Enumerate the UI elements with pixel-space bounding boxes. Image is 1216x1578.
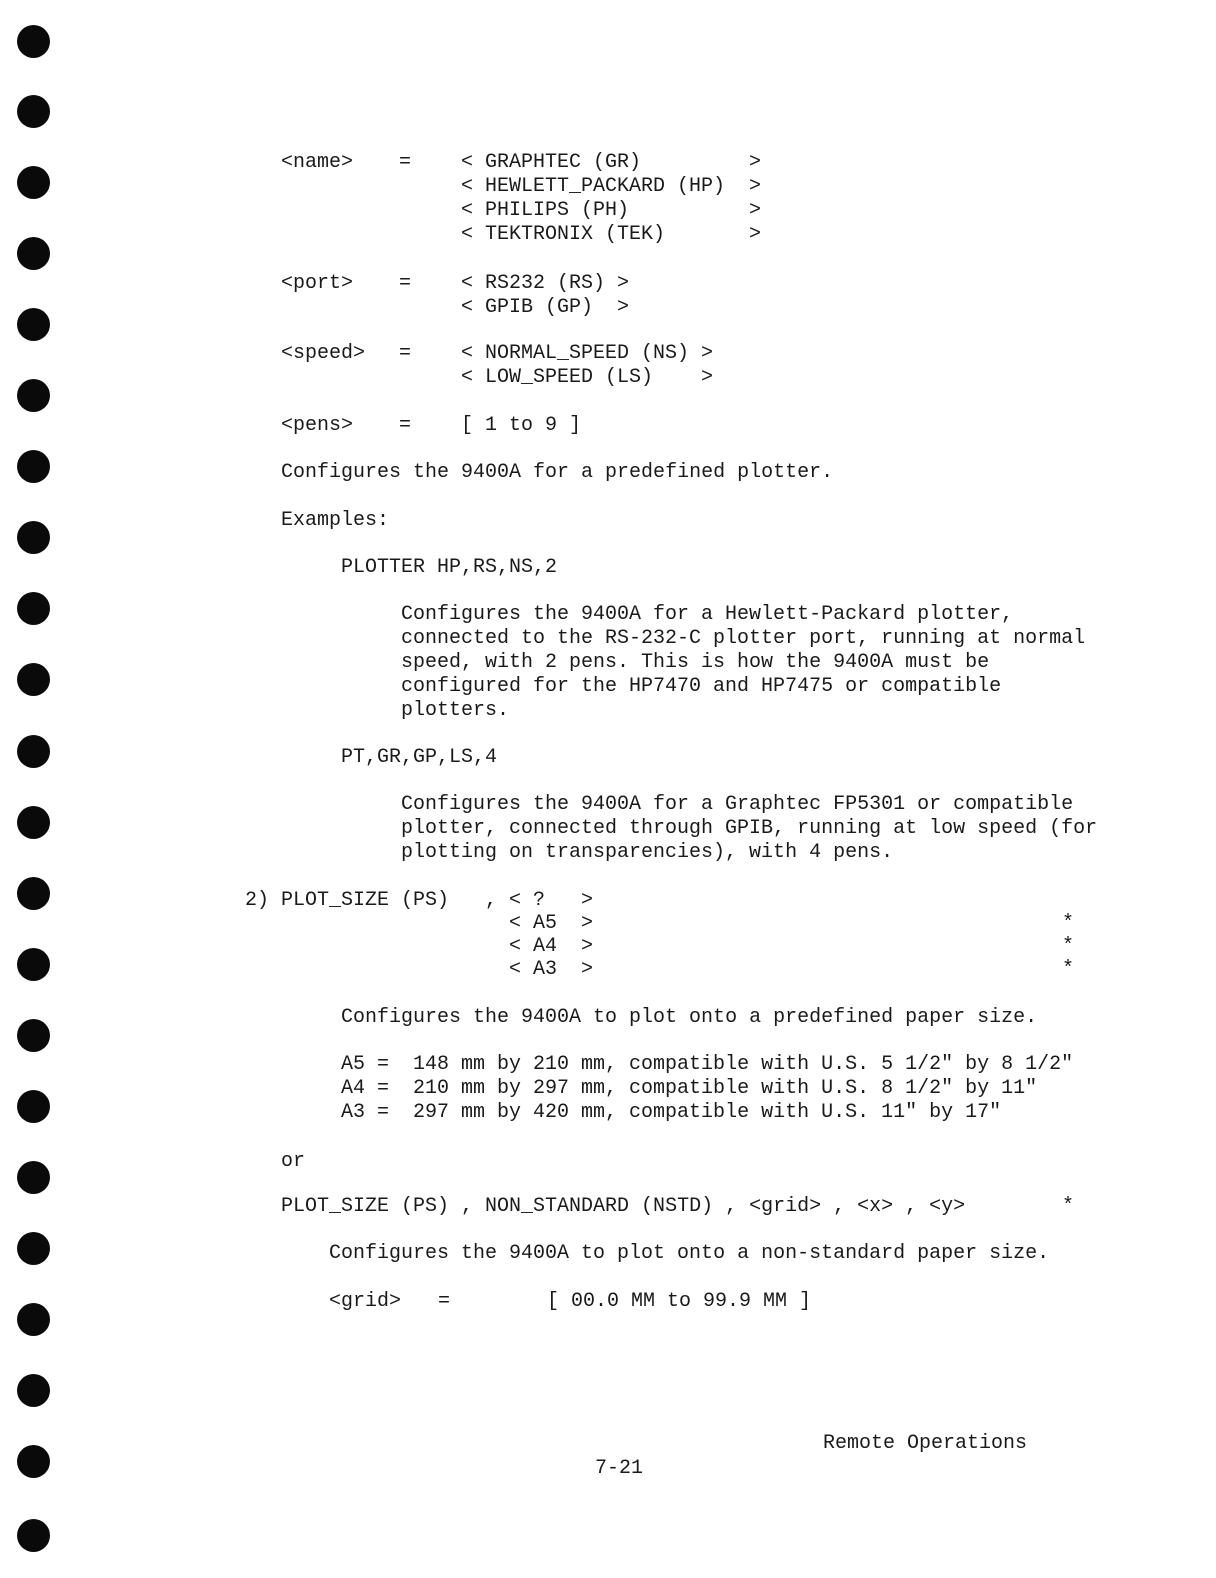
binder-hole (17, 166, 50, 199)
binder-hole (17, 379, 50, 412)
nonstandard-command: PLOT_SIZE (PS) , NON_STANDARD (NSTD) , <grid> , <x> , <y> (281, 1195, 966, 1218)
size-option: < A4 > (509, 935, 594, 958)
footnote-star: * (1062, 935, 1075, 958)
equals-sign: = (399, 342, 412, 365)
paper-size-row: A4 = 210 mm by 297 mm, compatible with U.S. 8 1/2" by 11" (341, 1077, 1038, 1100)
param-label: <speed> (281, 342, 366, 365)
speed-option: < NORMAL_SPEED (NS) > (461, 342, 714, 365)
examples-heading: Examples: (281, 509, 390, 532)
grid-range: [ 00.0 MM to 99.9 MM ] (547, 1290, 812, 1313)
binder-hole (17, 1519, 50, 1552)
description-line: plotters. (401, 699, 510, 722)
option-open: < (461, 199, 474, 222)
paper-size-row: A3 = 297 mm by 420 mm, compatible with U.S. 11" by 17" (341, 1101, 1002, 1124)
nonstandard-description: Configures the 9400A to plot onto a non-standard paper size. (329, 1242, 1050, 1265)
binder-hole (17, 806, 50, 839)
footnote-star: * (1062, 1195, 1075, 1218)
command-name: PLOT_SIZE (PS) (281, 889, 450, 912)
binder-hole (17, 450, 50, 483)
binder-hole (17, 521, 50, 554)
binder-hole (17, 1232, 50, 1265)
equals-sign: = (399, 272, 412, 295)
plotter-option: HEWLETT_PACKARD (HP) (485, 175, 726, 198)
binder-hole (17, 592, 50, 625)
plotter-option: GRAPHTEC (GR) (485, 151, 642, 174)
binder-hole (17, 1303, 50, 1336)
description-line: Configures the 9400A for a Hewlett-Packard plotter, (401, 603, 1014, 626)
plotter-description: Configures the 9400A for a predefined plotter. (281, 461, 834, 484)
option-close: > (749, 223, 762, 246)
binder-hole (17, 1445, 50, 1478)
binder-hole (17, 948, 50, 981)
plotter-option: PHILIPS (PH) (485, 199, 630, 222)
comma: , (485, 889, 498, 912)
binder-hole (17, 877, 50, 910)
page-number: 7-21 (595, 1457, 644, 1480)
example-command: PT,GR,GP,LS,4 (341, 746, 498, 769)
footnote-star: * (1062, 958, 1075, 981)
option-close: > (749, 151, 762, 174)
description-line: speed, with 2 pens. This is how the 9400A must be (401, 651, 990, 674)
binder-hole (17, 1161, 50, 1194)
binder-hole (17, 1019, 50, 1052)
pens-range: [ 1 to 9 ] (461, 414, 582, 437)
binder-hole (17, 95, 50, 128)
size-option: < A5 > (509, 912, 594, 935)
binder-hole (17, 735, 50, 768)
option-open: < (461, 223, 474, 246)
plotter-option: TEKTRONIX (TEK) (485, 223, 666, 246)
description-line: Configures the 9400A for a Graphtec FP5301 or compatible (401, 793, 1074, 816)
binder-hole (17, 1090, 50, 1123)
option-close: > (749, 175, 762, 198)
speed-option: < LOW_SPEED (LS) > (461, 366, 714, 389)
param-label: <pens> (281, 414, 354, 437)
size-option: < A3 > (509, 958, 594, 981)
footer-section-title: Remote Operations (823, 1432, 1028, 1455)
footnote-star: * (1062, 912, 1075, 935)
option-open: < (461, 151, 474, 174)
description-line: connected to the RS-232-C plotter port, running at normal (401, 627, 1086, 650)
binder-hole (17, 237, 50, 270)
option-close: > (749, 199, 762, 222)
example-description (401, 793, 1098, 865)
equals-sign: = (438, 1290, 451, 1313)
plot-size-description: Configures the 9400A to plot onto a predefined paper size. (341, 1006, 1038, 1029)
port-option: < RS232 (RS) > (461, 272, 630, 295)
or-separator: or (281, 1150, 306, 1173)
binder-hole (17, 1374, 50, 1407)
description-line: configured for the HP7470 and HP7475 or compatible (401, 675, 1002, 698)
binder-hole (17, 25, 50, 58)
param-label: <grid> (329, 1290, 402, 1313)
option-open: < (461, 175, 474, 198)
example-command: PLOTTER HP,RS,NS,2 (341, 556, 558, 579)
equals-sign: = (399, 414, 412, 437)
example-description (401, 603, 1098, 723)
binder-hole (17, 663, 50, 696)
paper-size-row: A5 = 148 mm by 210 mm, compatible with U.S. 5 1/2" by 8 1/2" (341, 1053, 1074, 1076)
equals-sign: = (399, 151, 412, 174)
binder-hole (17, 308, 50, 341)
description-line: plotter, connected through GPIB, running at low speed (for (401, 817, 1098, 840)
size-option: < ? > (509, 889, 594, 912)
description-line: plotting on transparencies), with 4 pens. (401, 841, 894, 864)
param-label: <port> (281, 272, 354, 295)
param-label: <name> (281, 151, 354, 174)
port-option: < GPIB (GP) > (461, 296, 630, 319)
item-number: 2) (245, 889, 270, 912)
